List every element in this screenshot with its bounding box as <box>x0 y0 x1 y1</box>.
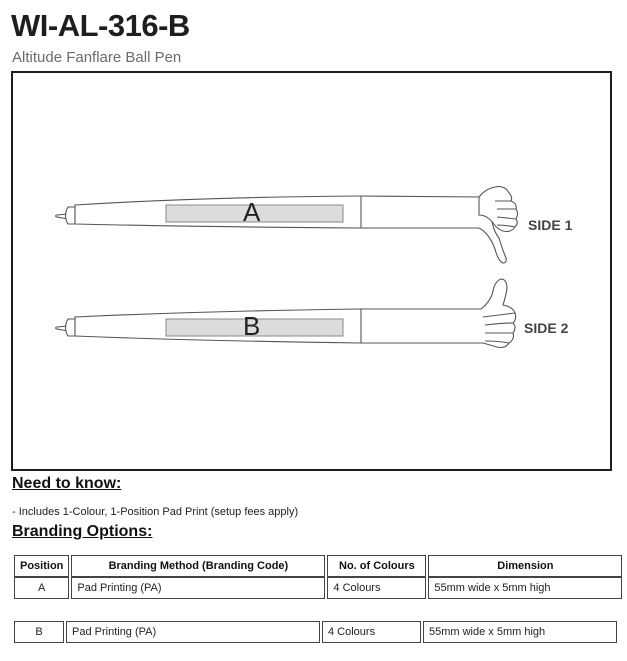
row-a-dimension: 55mm wide x 5mm high <box>428 577 622 599</box>
side-1-label: SIDE 1 <box>528 217 573 233</box>
position-a-label: A <box>243 197 261 227</box>
branding-table-header-and-row-a <box>12 555 624 599</box>
row-a-position: A <box>14 577 69 599</box>
row-b-colours: 4 Colours <box>322 621 421 643</box>
row-b-method: Pad Printing (PA) <box>66 621 320 643</box>
column-header-position: Position <box>14 555 69 577</box>
side-2-label: SIDE 2 <box>524 320 569 336</box>
product-name-subtitle: Altitude Fanflare Ball Pen <box>12 49 182 66</box>
column-header-colours: No. of Colours <box>327 555 426 577</box>
pen-side-1-drawing <box>56 187 518 263</box>
table-row <box>14 577 622 599</box>
position-b-label: B <box>243 311 261 341</box>
pen-illustration-frame <box>11 71 612 471</box>
table-row <box>14 621 617 643</box>
branding-table-header <box>14 555 622 577</box>
row-b-position: B <box>14 621 64 643</box>
pen-side-2-drawing <box>56 279 516 348</box>
pen-drawing <box>13 73 610 469</box>
product-code-title: WI-AL-316-B <box>11 8 190 43</box>
need-to-know-note: - Includes 1-Colour, 1-Position Pad Print (setup fees apply) <box>12 506 299 518</box>
row-a-colours: 4 Colours <box>327 577 426 599</box>
branding-table-row-b <box>12 621 619 643</box>
column-header-method: Branding Method (Branding Code) <box>71 555 325 577</box>
column-header-dimension: Dimension <box>428 555 622 577</box>
row-a-method: Pad Printing (PA) <box>71 577 325 599</box>
need-to-know-heading: Need to know: <box>12 475 122 492</box>
branding-options-heading: Branding Options: <box>12 523 153 540</box>
row-b-dimension: 55mm wide x 5mm high <box>423 621 617 643</box>
